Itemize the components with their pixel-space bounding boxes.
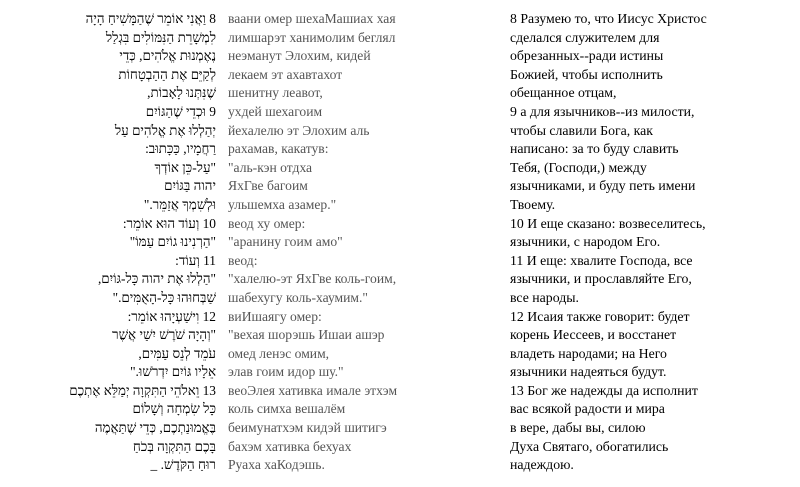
russian-line: Духа Святаго, обогатились — [510, 438, 669, 454]
transliteration-line: лимшарэт ханимолим беглял — [228, 29, 396, 45]
transliteration-line: коль симха вешалём — [228, 401, 346, 417]
transliteration-line: омед ленэс омим, — [228, 345, 330, 361]
transliteration-line: "халелю-эт ЯхГве коль-гоим, — [228, 271, 397, 287]
russian-line: 11 И еще: хвалите Господа, все — [510, 252, 693, 268]
hebrew-line: כָּל שִׂמְחָה וְשָׁלוֹם — [132, 401, 216, 417]
hebrew-line: 8 וַאֲנִי אוֹמֵר שֶׁהַמָּשִׁיחַ הָיָה — [85, 11, 216, 26]
russian-line: написано: за то буду славить — [510, 141, 679, 157]
transliteration-line: веод ху омер: — [228, 215, 306, 231]
hebrew-line: "הַלְלוּ אֶת יהוה כָּל-גּוֹיִם, — [97, 271, 216, 287]
russian-line: 10 И еще сказано: возвеселитесь, — [510, 215, 706, 231]
russian-line: Божией, чтобы исполнить — [510, 66, 663, 82]
transliteration-line: элав гоим идор шу." — [228, 364, 344, 380]
russian-line: корень Иессеев, и восстанет — [510, 327, 677, 343]
hebrew-line: נֶאֶמְנוּת אֱלֹהִים, כְּדֵי — [119, 48, 216, 64]
transliteration-line: беимунатхэм кидэй шитигэ — [228, 420, 387, 436]
hebrew-line: בָּכֶם הַתִּקְוָה בְּכֹחַ — [132, 438, 216, 454]
hebrew-line: בֶּאֱמוּנַתְכֶם, כְּדֵי שֶׁתַּאֲמֶה — [94, 420, 216, 436]
hebrew-line: עֹמֵד לְנֵס עַמִּים, — [138, 345, 216, 361]
hebrew-line: שַׁבְּחוּהוּ כָּל-הָאֻמִּים." — [112, 289, 216, 305]
russian-line: 8 Разумею то, что Иисус Христос — [510, 11, 707, 26]
hebrew-line: 12 וִישַׁעְיָהוּ אוֹמֵר: — [127, 308, 216, 324]
transliteration-line: "вехая шорэшь Ишаи ашэр — [228, 327, 385, 343]
hebrew-text-column — [0, 10, 216, 475]
hebrew-line: "עַל-כֵּן אוֹדְךָ — [154, 159, 216, 175]
hebrew-line: 10 וְעוֹד הוּא אוֹמֵר: — [122, 215, 216, 231]
russian-line: 9 а для язычников--из милости, — [510, 103, 695, 119]
russian-line: все народы. — [510, 289, 579, 305]
transliteration-line: бахэм хативка бехуах — [228, 438, 352, 454]
hebrew-line: 11 וְעוֹד: — [175, 252, 216, 268]
transliteration-line: шенитну леавот, — [228, 85, 323, 101]
hebrew-line: 13 וֵאלֹהֵי הַתִּקְוָה יְמַלֵּא אֶתְכֶם — [69, 382, 216, 398]
transliteration-line: неэманут Элохим, кидей — [228, 48, 371, 64]
russian-line: обрезанных--ради истины — [510, 48, 664, 64]
hebrew-line: רַחֲמָיו, כַּכָּתוּב: — [145, 141, 216, 157]
russian-line: Тебя, (Господи,) между — [510, 159, 647, 175]
russian-line: надеждою. — [510, 457, 574, 473]
hebrew-line: שֶׁנִּתְּנוּ לָאָבוֹת, — [147, 85, 216, 101]
hebrew-line: "וְהָיָה שֹׁרֶשׁ יִשַׁי אֲשֶׁר — [112, 327, 216, 343]
russian-line: чтобы славили Бога, как — [510, 122, 653, 138]
transliteration-line: ухдей шехагоим — [228, 103, 323, 119]
transliteration-line: "аранину гоим амо" — [228, 234, 343, 250]
russian-line: язычниками, и буду петь имени — [510, 178, 696, 194]
russian-line: в вере, дабы вы, силою — [510, 420, 646, 436]
hebrew-line: יְהַלְלוּ אֶת אֱלֹהִים עַל — [114, 122, 216, 138]
russian-line: сделался служителем для — [510, 29, 660, 45]
hebrew-line: וּלְשִׁמְךָ אֲזַמֵּר." — [143, 196, 216, 212]
transliteration-line: лекаем эт ахавтахот — [228, 66, 343, 82]
russian-line: 13 Бог же надежды да исполнит — [510, 382, 698, 398]
russian-line: язычники, с народом Его. — [510, 234, 661, 250]
russian-line: язычники надеяться будут. — [510, 364, 667, 380]
russian-line: вас всякой радости и мира — [510, 401, 665, 417]
hebrew-line: אֵלָיו גּוֹיִם יִדְרֹשׁוּ." — [130, 364, 216, 380]
hebrew-line: לִמְשָׁרֵת הַנִּמּוֹלִים בִּגְלַל — [105, 29, 216, 45]
transliteration-line: "аль-кэн отдха — [228, 159, 313, 175]
transliteration-line: рахамав, какатув: — [228, 141, 329, 157]
russian-line: 12 Исаия также говорит: будет — [510, 308, 690, 324]
hebrew-line: 9 וּכְדֵי שֶׁהַגּוֹיִם — [145, 103, 216, 119]
transliteration-line: ульшемха азамер." — [228, 196, 337, 212]
russian-text-column — [510, 10, 798, 475]
hebrew-line: לְקַיֵּם אֶת הַהַבְטָחוֹת — [118, 66, 216, 82]
transliteration-line: Руаха хаКодэшь. — [228, 457, 325, 473]
russian-line: владеть народами; на Него — [510, 345, 667, 361]
transliteration-line: веод: — [228, 252, 258, 268]
transliteration-line: шабехугу коль-хаумим." — [228, 289, 368, 305]
russian-line: Твоему. — [510, 196, 556, 212]
hebrew-line: "הַרְנִינוּ גוֹיִם עַמּוֹ" — [129, 234, 216, 250]
hebrew-line: רוּחַ הַקֹּדֶשׁ. _ — [150, 457, 216, 473]
russian-line: обещанное отцам, — [510, 85, 617, 101]
transliteration-text-column — [228, 10, 433, 475]
transliteration-line: веоЭлея хативка имале этхэм — [228, 382, 398, 398]
transliteration-line: ваани омер шехаМашиах хая — [228, 11, 396, 26]
russian-line: язычники, и прославляйте Его, — [510, 271, 692, 287]
transliteration-line: виИшаягу омер: — [228, 308, 322, 324]
hebrew-line: יהוה בַּגּוֹיִם — [164, 178, 216, 194]
transliteration-line: йехалелю эт Элохим аль — [228, 122, 370, 138]
transliteration-line: ЯхГве багоим — [228, 178, 308, 194]
